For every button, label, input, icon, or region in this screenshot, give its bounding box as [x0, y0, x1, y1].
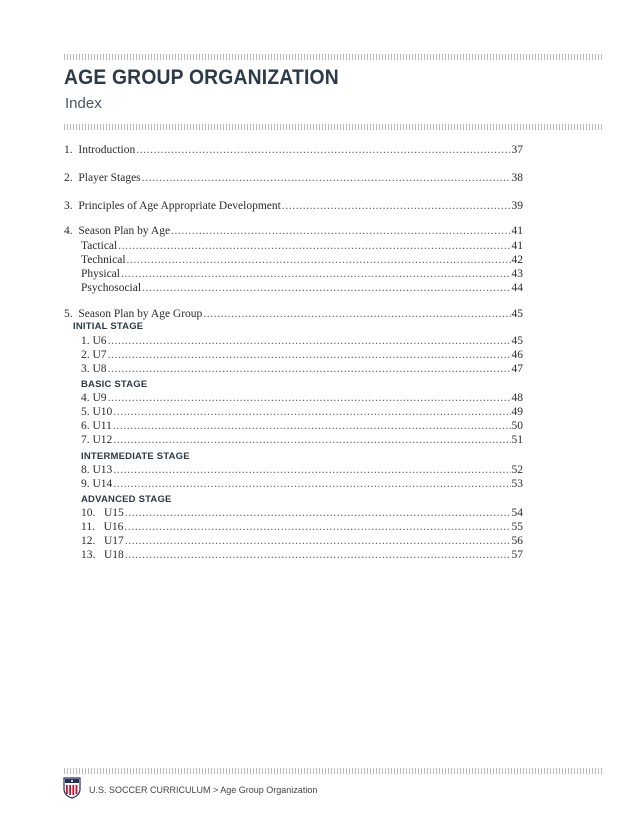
dot-leader: [113, 419, 511, 434]
toc-age-item-u18[interactable]: [81, 548, 523, 563]
toc-item-season-plan-by-age-group[interactable]: [64, 307, 523, 322]
toc-item-label: U11: [92, 420, 112, 432]
toc-item-page: 52: [511, 464, 523, 476]
toc-item-number: 4.: [81, 392, 90, 404]
toc-item-page: 41: [511, 225, 523, 237]
toc-item-label: U18: [104, 549, 124, 561]
toc-item-label: U16: [103, 521, 124, 533]
dot-leader: [171, 224, 510, 239]
toc-item-page: 38: [511, 172, 523, 184]
dot-leader: [113, 477, 510, 492]
toc-item-page: 45: [511, 335, 523, 347]
toc-age-item-u10[interactable]: [81, 405, 523, 420]
toc-item-introduction[interactable]: [64, 143, 523, 158]
toc-item-page: 56: [511, 535, 523, 547]
toc-item-label: U13: [92, 464, 113, 476]
toc-item-player-stages[interactable]: [64, 171, 523, 186]
toc-item-label: U6: [92, 335, 107, 347]
toc-subitem-physical[interactable]: [81, 267, 523, 282]
dot-leader: [124, 520, 510, 535]
page-title: AGE GROUP ORGANIZATION: [64, 66, 339, 89]
toc-subitem-label: Psychosocial: [81, 282, 142, 294]
toc-subitem-page: 43: [511, 268, 523, 280]
toc-item-number: 2.: [64, 172, 73, 184]
page-subtitle: Index: [65, 95, 102, 112]
stage-heading-advanced: ADVANCED STAGE: [81, 494, 172, 505]
toc-age-item-u14[interactable]: [81, 477, 523, 492]
footer-breadcrumb: U.S. SOCCER CURRICULUM > Age Group Organization: [89, 785, 318, 795]
toc-subitem-page: 42: [511, 254, 523, 266]
toc-subitem-label: Tactical: [81, 240, 118, 252]
dot-leader: [125, 506, 511, 521]
toc-item-label: U9: [92, 392, 107, 404]
toc-item-number: 1.: [81, 335, 90, 347]
toc-subitem-psychosocial[interactable]: [81, 281, 523, 296]
toc-age-item-u7[interactable]: [81, 348, 523, 363]
toc-item-number: 7.: [81, 434, 90, 446]
toc-item-season-plan-by-age[interactable]: [64, 224, 523, 239]
footer-stripe: [64, 768, 602, 774]
dot-leader: [113, 405, 510, 420]
toc-item-number: 5.: [64, 308, 73, 320]
toc-age-item-u16[interactable]: [81, 520, 523, 535]
toc-item-number: 2.: [81, 349, 90, 361]
toc-age-item-u12[interactable]: [81, 433, 523, 448]
toc-age-item-u8[interactable]: [81, 362, 523, 377]
dot-leader: [142, 281, 510, 296]
toc-item-label: Season Plan by Age Group: [78, 308, 203, 320]
dot-leader: [118, 239, 510, 254]
toc-item-label: U7: [92, 349, 107, 361]
dot-leader: [108, 334, 511, 349]
toc-item-page: 48: [511, 392, 523, 404]
toc-item-page: 47: [511, 363, 523, 375]
toc-subitem-tactical[interactable]: [81, 239, 523, 254]
toc-item-principles[interactable]: [64, 199, 523, 214]
toc-item-label: U15: [104, 507, 124, 519]
dot-leader: [108, 362, 511, 377]
toc-item-page: 49: [511, 406, 523, 418]
toc-item-label: U8: [92, 363, 107, 375]
toc-item-page: 50: [511, 420, 523, 432]
toc-item-number: 11.: [81, 521, 95, 533]
toc-item-page: 57: [511, 549, 523, 561]
toc-item-page: 39: [511, 200, 523, 212]
dot-leader: [125, 534, 511, 549]
toc-subitem-label: Physical: [81, 268, 120, 280]
toc-age-item-u13[interactable]: [81, 463, 523, 478]
dot-leader: [113, 433, 510, 448]
toc-item-label: Principles of Age Appropriate Development: [78, 200, 281, 212]
toc-item-number: 12.: [81, 535, 96, 547]
toc-item-number: 6.: [81, 420, 90, 432]
toc-item-number: 3.: [81, 363, 90, 375]
dot-leader: [282, 199, 511, 214]
toc-item-number: 3.: [64, 200, 73, 212]
toc-item-label: Season Plan by Age: [78, 225, 171, 237]
dot-leader: [136, 143, 510, 158]
dot-leader: [108, 348, 511, 363]
toc-subitem-technical[interactable]: [81, 253, 523, 268]
toc-item-number: 4.: [64, 225, 73, 237]
toc-age-item-u9[interactable]: [81, 391, 523, 406]
toc-item-page: 46: [511, 349, 523, 361]
stage-heading-intermediate: INTERMEDIATE STAGE: [81, 451, 190, 462]
toc-item-label: U14: [92, 478, 113, 490]
toc-item-number: 8.: [81, 464, 90, 476]
toc-age-item-u15[interactable]: [81, 506, 523, 521]
dot-leader: [127, 253, 511, 268]
toc-item-number: 13.: [81, 549, 96, 561]
toc-age-item-u17[interactable]: [81, 534, 523, 549]
dot-leader: [113, 463, 510, 478]
stage-heading-basic: BASIC STAGE: [81, 379, 148, 390]
toc-item-page: 54: [511, 507, 523, 519]
toc-item-page: 55: [511, 521, 523, 533]
toc-item-label: Player Stages: [78, 172, 141, 184]
toc-item-label: U10: [92, 406, 113, 418]
toc-item-page: 51: [511, 434, 523, 446]
toc-subitem-page: 44: [511, 282, 523, 294]
toc-item-label: Introduction: [78, 144, 136, 156]
toc-item-number: 5.: [81, 406, 90, 418]
dot-leader: [125, 548, 511, 563]
toc-item-number: 10.: [81, 507, 96, 519]
us-soccer-crest-icon: [63, 777, 81, 799]
toc-item-number: 9.: [81, 478, 90, 490]
dot-leader: [203, 307, 510, 322]
toc-subitem-label: Technical: [81, 254, 126, 266]
toc-item-number: 1.: [64, 144, 73, 156]
toc-item-page: 53: [511, 478, 523, 490]
stage-heading-initial: INITIAL STAGE: [73, 321, 144, 332]
toc-item-page: 37: [511, 144, 523, 156]
toc-subitem-page: 41: [511, 240, 523, 252]
dot-leader: [108, 391, 511, 406]
toc-item-label: U12: [92, 434, 113, 446]
dot-leader: [121, 267, 511, 282]
toc-item-label: U17: [104, 535, 124, 547]
toc-item-page: 45: [511, 308, 523, 320]
toc-age-item-u6[interactable]: [81, 334, 523, 349]
dot-leader: [142, 171, 511, 186]
toc-age-item-u11[interactable]: [81, 419, 523, 434]
